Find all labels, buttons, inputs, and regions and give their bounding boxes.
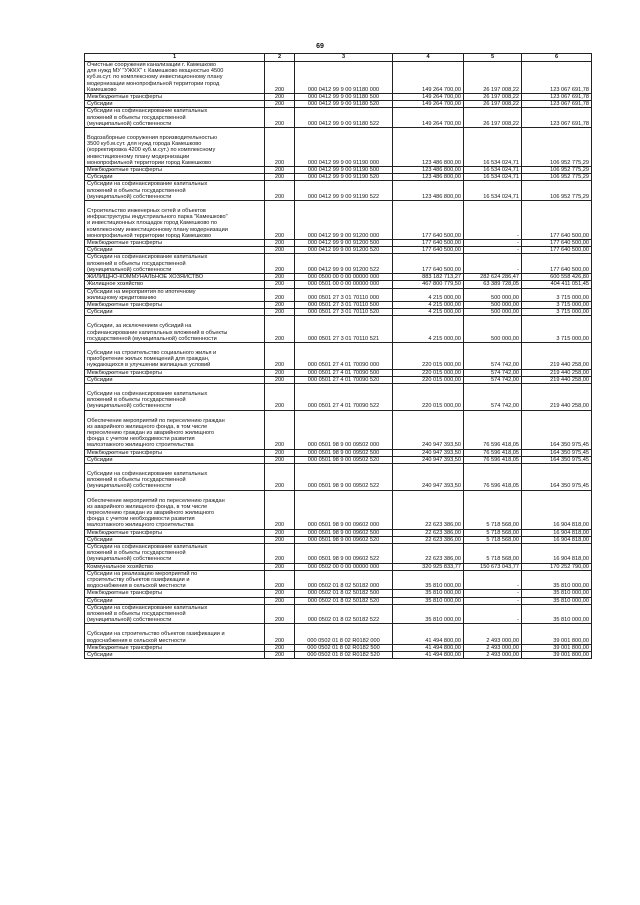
column-header-6: 6 — [522, 54, 592, 62]
row-line-code-cell: 200 — [265, 274, 295, 281]
row-budget-code-cell: 000 0501 27 3 01 70110 520 — [295, 309, 393, 316]
table-row — [85, 383, 592, 410]
table-row — [85, 456, 592, 463]
row-name-cell: Межбюджетные трансферты — [85, 301, 265, 308]
row-approved-cell: 240 947 393,50 — [393, 410, 464, 449]
row-approved-cell: 240 947 393,50 — [393, 463, 464, 490]
row-name-cell: Межбюджетные трансферты — [85, 644, 265, 651]
table-row — [85, 167, 592, 174]
row-approved-cell: 123 486 800,00 — [393, 167, 464, 174]
row-budget-code-cell: 000 0501 98 9 00 09502 520 — [295, 456, 393, 463]
row-line-code-cell: 200 — [265, 108, 295, 128]
row-executed-cell: 282 624 286,47 — [464, 274, 522, 281]
row-name-cell: Межбюджетные трансферты — [85, 449, 265, 456]
row-unexecuted-cell: 16 904 818,00 — [522, 536, 592, 543]
row-name-cell: Субсидии на реализацию мероприятий по строительству объектов газификации и водоснабжения в сельской местности — [85, 570, 265, 590]
row-name-cell: ЖИЛИЩНО-КОММУНАЛЬНОЕ ХОЗЯЙСТВО — [85, 274, 265, 281]
row-budget-code-cell: 000 0412 99 9 00 91190 520 — [295, 174, 393, 181]
row-line-code-cell: 200 — [265, 254, 295, 274]
row-line-code-cell: 200 — [265, 247, 295, 254]
row-budget-code-cell: 000 0412 99 9 00 91180 500 — [295, 94, 393, 101]
row-unexecuted-cell: 123 067 691,78 — [522, 62, 592, 94]
row-name-cell: Субсидии — [85, 101, 265, 108]
table-row — [85, 644, 592, 651]
row-budget-code-cell: 000 0501 98 9 00 09602 522 — [295, 544, 393, 564]
row-budget-code-cell: 000 0502 01 8 02 R0182 000 — [295, 624, 393, 644]
row-line-code-cell: 200 — [265, 301, 295, 308]
row-name-cell: Межбюджетные трансферты — [85, 167, 265, 174]
table-row — [85, 288, 592, 301]
row-budget-code-cell: 000 0412 99 9 00 91200 500 — [295, 240, 393, 247]
table-row — [85, 570, 592, 590]
table-row — [85, 624, 592, 644]
row-unexecuted-cell: 600 558 426,80 — [522, 274, 592, 281]
column-header-1: 1 — [85, 54, 265, 62]
table-row — [85, 463, 592, 490]
row-executed-cell: 5 718 568,00 — [464, 529, 522, 536]
table-row — [85, 563, 592, 570]
row-unexecuted-cell: 35 810 000,00 — [522, 604, 592, 624]
row-unexecuted-cell: 177 640 500,00 — [522, 254, 592, 274]
row-name-cell: Субсидии, за исключением субсидий на софинансирование капитальных вложений в объекты государственной (муниципальной) собственности — [85, 316, 265, 343]
table-row — [85, 342, 592, 369]
row-approved-cell: 35 810 000,00 — [393, 590, 464, 597]
row-name-cell: Межбюджетные трансферты — [85, 240, 265, 247]
table-header-row — [85, 54, 592, 62]
table-row — [85, 652, 592, 659]
row-unexecuted-cell: 177 640 500,00 — [522, 201, 592, 240]
row-unexecuted-cell: 170 252 790,00 — [522, 563, 592, 570]
row-approved-cell: 4 215 000,00 — [393, 309, 464, 316]
row-approved-cell: 177 640 500,00 — [393, 201, 464, 240]
row-budget-code-cell: 000 0412 99 9 00 91190 500 — [295, 167, 393, 174]
row-name-cell: Субсидии — [85, 376, 265, 383]
row-approved-cell: 240 947 393,50 — [393, 456, 464, 463]
row-budget-code-cell: 000 0501 27 4 01 70090 000 — [295, 342, 393, 369]
table-row — [85, 529, 592, 536]
row-line-code-cell: 200 — [265, 62, 295, 94]
table-row — [85, 590, 592, 597]
row-budget-code-cell: 000 0502 01 8 02 50182 500 — [295, 590, 393, 597]
row-name-cell: Субсидии на софинансирование капитальных вложений в объекты государственной (муниципальной) собственности — [85, 108, 265, 128]
row-line-code-cell: 200 — [265, 570, 295, 590]
table-row — [85, 490, 592, 529]
row-approved-cell: 149 264 700,00 — [393, 94, 464, 101]
row-line-code-cell: 200 — [265, 128, 295, 167]
row-budget-code-cell: 000 0501 27 3 01 70110 000 — [295, 288, 393, 301]
row-approved-cell: 41 494 800,00 — [393, 624, 464, 644]
row-line-code-cell: 200 — [265, 174, 295, 181]
row-approved-cell: 177 640 500,00 — [393, 247, 464, 254]
row-unexecuted-cell: 219 440 258,00 — [522, 376, 592, 383]
table-row — [85, 544, 592, 564]
table-body — [85, 62, 592, 659]
row-budget-code-cell: 000 0501 98 9 00 09602 000 — [295, 490, 393, 529]
row-approved-cell: 4 215 000,00 — [393, 316, 464, 343]
row-unexecuted-cell: 404 411 051,45 — [522, 281, 592, 288]
row-line-code-cell: 200 — [265, 644, 295, 651]
row-name-cell: Коммунальное хозяйство — [85, 563, 265, 570]
row-budget-code-cell: 000 0501 27 4 01 70090 520 — [295, 376, 393, 383]
row-executed-cell: 63 389 728,05 — [464, 281, 522, 288]
row-line-code-cell: 200 — [265, 309, 295, 316]
row-approved-cell: 320 925 833,77 — [393, 563, 464, 570]
row-line-code-cell: 200 — [265, 410, 295, 449]
row-executed-cell: 5 718 568,00 — [464, 544, 522, 564]
row-budget-code-cell: 000 0412 99 9 00 91190 522 — [295, 181, 393, 201]
row-name-cell: Субсидии на строительство объектов газификации и водоснабжения в сельской местности — [85, 624, 265, 644]
row-executed-cell: 16 534 024,71 — [464, 167, 522, 174]
row-name-cell: Жилищное хозяйство — [85, 281, 265, 288]
row-budget-code-cell: 000 0501 98 9 00 09502 522 — [295, 463, 393, 490]
row-unexecuted-cell: 219 440 258,00 — [522, 383, 592, 410]
row-line-code-cell: 200 — [265, 624, 295, 644]
row-unexecuted-cell: 106 952 775,29 — [522, 167, 592, 174]
row-executed-cell: 5 718 568,00 — [464, 536, 522, 543]
table-row — [85, 301, 592, 308]
row-budget-code-cell: 000 0412 99 9 00 91180 000 — [295, 62, 393, 94]
table-row — [85, 376, 592, 383]
row-budget-code-cell: 000 0412 99 9 00 91200 522 — [295, 254, 393, 274]
row-budget-code-cell: 000 0501 27 4 01 70090 522 — [295, 383, 393, 410]
table-row — [85, 254, 592, 274]
row-unexecuted-cell: 164 350 975,45 — [522, 463, 592, 490]
row-executed-cell: - — [464, 254, 522, 274]
table-row — [85, 281, 592, 288]
row-approved-cell: 149 264 700,00 — [393, 101, 464, 108]
row-line-code-cell: 200 — [265, 604, 295, 624]
row-name-cell: Межбюджетные трансферты — [85, 529, 265, 536]
row-name-cell: Субсидии на софинансирование капитальных вложений в объекты государственной (муниципальной) собственности — [85, 254, 265, 274]
row-name-cell: Субсидии — [85, 247, 265, 254]
row-unexecuted-cell: 164 350 975,45 — [522, 456, 592, 463]
row-line-code-cell: 200 — [265, 597, 295, 604]
table-row — [85, 201, 592, 240]
row-approved-cell: 123 486 800,00 — [393, 128, 464, 167]
row-budget-code-cell: 000 0412 99 9 00 91200 520 — [295, 247, 393, 254]
row-line-code-cell: 200 — [265, 449, 295, 456]
row-executed-cell: 150 673 043,77 — [464, 563, 522, 570]
row-name-cell: Межбюджетные трансферты — [85, 590, 265, 597]
row-executed-cell: 500 000,00 — [464, 301, 522, 308]
row-approved-cell: 35 810 000,00 — [393, 570, 464, 590]
row-executed-cell: 574 742,00 — [464, 342, 522, 369]
row-executed-cell: - — [464, 597, 522, 604]
row-name-cell: Строительство инженерных сетей и объектов инфраструктуры индустриального парка "Камешково" и инвестиционных площадок город Камешково по комплексному инвестиционному плану модернизации монопрофильной территории город Камешково — [85, 201, 265, 240]
row-executed-cell: 76 596 418,05 — [464, 463, 522, 490]
row-approved-cell: 123 486 800,00 — [393, 181, 464, 201]
table-row — [85, 101, 592, 108]
row-budget-code-cell: 000 0412 99 9 00 91180 522 — [295, 108, 393, 128]
row-line-code-cell: 200 — [265, 590, 295, 597]
table-row — [85, 240, 592, 247]
row-executed-cell: 2 493 000,00 — [464, 624, 522, 644]
row-approved-cell: 123 486 800,00 — [393, 174, 464, 181]
row-name-cell: Субсидии — [85, 652, 265, 659]
row-approved-cell: 22 623 386,00 — [393, 536, 464, 543]
row-approved-cell: 41 494 800,00 — [393, 652, 464, 659]
row-unexecuted-cell: 39 001 800,00 — [522, 624, 592, 644]
row-approved-cell: 149 264 700,00 — [393, 108, 464, 128]
row-name-cell: Субсидии — [85, 309, 265, 316]
row-name-cell: Очистные сооружения канализации г. Камешково для нужд МУ "УЖКХ" г. Камешково мощностью 4500 куб.м.сут. по комплексному инвестиционному плану модернизации монопрофильной территории город Камешково — [85, 62, 265, 94]
row-name-cell: Водозаборные сооружения производительностью 3500 куб.м.сут. для нужд города Камешково (корректировка 4200 куб.м.сут.) по комплексному инвестиционному плану модернизации монопрофильной территории город Камешково — [85, 128, 265, 167]
row-unexecuted-cell: 123 067 691,78 — [522, 94, 592, 101]
row-executed-cell: - — [464, 240, 522, 247]
row-budget-code-cell: 000 0502 01 8 02 R0182 500 — [295, 644, 393, 651]
row-name-cell: Субсидии на строительство социального жилья и приобретение жилых помещений для граждан, нуждающихся в улучшении жилищных условий — [85, 342, 265, 369]
row-unexecuted-cell: 35 810 000,00 — [522, 570, 592, 590]
row-name-cell: Субсидии — [85, 174, 265, 181]
row-line-code-cell: 200 — [265, 342, 295, 369]
table-row — [85, 309, 592, 316]
row-unexecuted-cell: 39 001 800,00 — [522, 644, 592, 651]
row-unexecuted-cell: 35 810 000,00 — [522, 597, 592, 604]
row-budget-code-cell: 000 0501 27 4 01 70090 500 — [295, 369, 393, 376]
row-line-code-cell: 200 — [265, 529, 295, 536]
row-approved-cell: 883 182 713,27 — [393, 274, 464, 281]
row-approved-cell: 467 800 779,50 — [393, 281, 464, 288]
row-unexecuted-cell: 16 904 818,00 — [522, 529, 592, 536]
row-executed-cell: 26 197 008,22 — [464, 94, 522, 101]
row-budget-code-cell: 000 0501 98 9 00 09602 500 — [295, 529, 393, 536]
row-executed-cell: 16 534 024,71 — [464, 181, 522, 201]
row-name-cell: Межбюджетные трансферты — [85, 94, 265, 101]
row-name-cell: Обеспечение мероприятий по переселению граждан из аварийного жилищного фонда, в том числе переселению граждан из аварийного жилищного фонда с учетом необходимости развития малоэтажного жилищного строительства — [85, 410, 265, 449]
row-executed-cell: 574 742,00 — [464, 383, 522, 410]
table-row — [85, 247, 592, 254]
table-row — [85, 274, 592, 281]
row-line-code-cell: 200 — [265, 101, 295, 108]
table-row — [85, 128, 592, 167]
row-line-code-cell: 200 — [265, 536, 295, 543]
table-row — [85, 174, 592, 181]
row-approved-cell: 149 264 700,00 — [393, 62, 464, 94]
row-approved-cell: 41 494 800,00 — [393, 644, 464, 651]
row-line-code-cell: 200 — [265, 288, 295, 301]
row-executed-cell: 76 596 418,05 — [464, 410, 522, 449]
row-budget-code-cell: 000 0501 27 3 01 70110 500 — [295, 301, 393, 308]
row-line-code-cell: 200 — [265, 369, 295, 376]
row-line-code-cell: 200 — [265, 316, 295, 343]
table-row — [85, 597, 592, 604]
row-budget-code-cell: 000 0501 27 3 01 70110 521 — [295, 316, 393, 343]
row-name-cell: Субсидии на софинансирование капитальных вложений в объекты государственной (муниципальной) собственности — [85, 544, 265, 564]
row-executed-cell: - — [464, 201, 522, 240]
row-line-code-cell: 200 — [265, 240, 295, 247]
row-budget-code-cell: 000 0502 01 8 02 50182 522 — [295, 604, 393, 624]
row-executed-cell: 2 493 000,00 — [464, 652, 522, 659]
row-line-code-cell: 200 — [265, 563, 295, 570]
row-name-cell: Субсидии на софинансирование капитальных вложений в объекты государственной (муниципальной) собственности — [85, 181, 265, 201]
row-executed-cell: 500 000,00 — [464, 309, 522, 316]
row-budget-code-cell: 000 0502 01 8 02 R0182 520 — [295, 652, 393, 659]
row-executed-cell: 76 596 418,05 — [464, 456, 522, 463]
row-unexecuted-cell: 123 067 691,78 — [522, 108, 592, 128]
table-row — [85, 449, 592, 456]
row-executed-cell: - — [464, 604, 522, 624]
row-line-code-cell: 200 — [265, 94, 295, 101]
row-budget-code-cell: 000 0501 98 9 00 09502 500 — [295, 449, 393, 456]
column-header-2: 2 — [265, 54, 295, 62]
row-executed-cell: 76 596 418,05 — [464, 449, 522, 456]
row-name-cell: Межбюджетные трансферты — [85, 369, 265, 376]
row-unexecuted-cell: 219 440 258,00 — [522, 369, 592, 376]
table-row — [85, 604, 592, 624]
row-executed-cell: 2 493 000,00 — [464, 644, 522, 651]
row-budget-code-cell: 000 0501 98 9 00 09602 520 — [295, 536, 393, 543]
row-line-code-cell: 200 — [265, 201, 295, 240]
row-unexecuted-cell: 106 952 775,29 — [522, 174, 592, 181]
row-unexecuted-cell: 3 715 000,00 — [522, 316, 592, 343]
row-unexecuted-cell: 164 350 975,45 — [522, 449, 592, 456]
row-unexecuted-cell: 3 715 000,00 — [522, 288, 592, 301]
row-executed-cell: 500 000,00 — [464, 316, 522, 343]
row-executed-cell: 26 197 008,22 — [464, 62, 522, 94]
row-line-code-cell: 200 — [265, 181, 295, 201]
row-approved-cell: 22 623 386,00 — [393, 490, 464, 529]
row-line-code-cell: 200 — [265, 383, 295, 410]
row-name-cell: Субсидии на мероприятия по ипотечному жилищному кредитованию — [85, 288, 265, 301]
row-executed-cell: - — [464, 570, 522, 590]
row-line-code-cell: 200 — [265, 544, 295, 564]
row-executed-cell: 16 534 024,71 — [464, 128, 522, 167]
row-line-code-cell: 200 — [265, 167, 295, 174]
row-approved-cell: 240 947 393,50 — [393, 449, 464, 456]
row-unexecuted-cell: 16 904 818,00 — [522, 490, 592, 529]
row-approved-cell: 4 215 000,00 — [393, 301, 464, 308]
row-executed-cell: - — [464, 590, 522, 597]
row-executed-cell: 574 742,00 — [464, 376, 522, 383]
row-approved-cell: 35 810 000,00 — [393, 597, 464, 604]
row-executed-cell: - — [464, 247, 522, 254]
row-executed-cell: 574 742,00 — [464, 369, 522, 376]
column-header-5: 5 — [464, 54, 522, 62]
row-approved-cell: 22 623 386,00 — [393, 529, 464, 536]
row-line-code-cell: 200 — [265, 456, 295, 463]
row-unexecuted-cell: 177 640 500,00 — [522, 247, 592, 254]
row-approved-cell: 220 015 000,00 — [393, 376, 464, 383]
table-row — [85, 316, 592, 343]
row-unexecuted-cell: 219 440 258,00 — [522, 342, 592, 369]
row-unexecuted-cell: 3 715 000,00 — [522, 301, 592, 308]
row-executed-cell: 26 197 008,22 — [464, 101, 522, 108]
row-budget-code-cell: 000 0412 99 9 00 91180 520 — [295, 101, 393, 108]
row-executed-cell: 26 197 008,22 — [464, 108, 522, 128]
table-row — [85, 410, 592, 449]
row-unexecuted-cell: 177 640 500,00 — [522, 240, 592, 247]
row-budget-code-cell: 000 0501 98 9 00 09502 000 — [295, 410, 393, 449]
row-unexecuted-cell: 39 001 800,00 — [522, 652, 592, 659]
row-executed-cell: 500 000,00 — [464, 288, 522, 301]
row-budget-code-cell: 000 0412 99 9 00 91190 000 — [295, 128, 393, 167]
row-budget-code-cell: 000 0502 00 0 00 00000 000 — [295, 563, 393, 570]
column-header-4: 4 — [393, 54, 464, 62]
row-approved-cell: 177 640 500,00 — [393, 240, 464, 247]
row-unexecuted-cell: 164 350 975,45 — [522, 410, 592, 449]
row-line-code-cell: 200 — [265, 652, 295, 659]
table-row — [85, 536, 592, 543]
row-budget-code-cell: 000 0412 99 9 00 91200 000 — [295, 201, 393, 240]
row-name-cell: Субсидии на софинансирование капитальных вложений в объекты государственной (муниципальной) собственности — [85, 604, 265, 624]
row-approved-cell: 177 640 500,00 — [393, 254, 464, 274]
row-unexecuted-cell: 35 810 000,00 — [522, 590, 592, 597]
row-name-cell: Субсидии — [85, 456, 265, 463]
row-unexecuted-cell: 16 904 818,00 — [522, 544, 592, 564]
row-budget-code-cell: 000 0502 01 8 02 50182 520 — [295, 597, 393, 604]
row-approved-cell: 220 015 000,00 — [393, 383, 464, 410]
row-executed-cell: 16 534 024,71 — [464, 174, 522, 181]
page-number: 69 — [316, 43, 324, 50]
table-row — [85, 181, 592, 201]
column-header-3: 3 — [295, 54, 393, 62]
row-name-cell: Субсидии — [85, 597, 265, 604]
budget-table — [84, 53, 592, 659]
table-row — [85, 369, 592, 376]
row-budget-code-cell: 000 0501 00 0 00 00000 000 — [295, 281, 393, 288]
row-line-code-cell: 200 — [265, 463, 295, 490]
table-row — [85, 108, 592, 128]
row-approved-cell: 35 810 000,00 — [393, 604, 464, 624]
row-executed-cell: 5 718 568,00 — [464, 490, 522, 529]
table-row — [85, 94, 592, 101]
row-approved-cell: 220 015 000,00 — [393, 342, 464, 369]
row-line-code-cell: 200 — [265, 281, 295, 288]
row-unexecuted-cell: 106 952 775,29 — [522, 181, 592, 201]
row-approved-cell: 4 215 000,00 — [393, 288, 464, 301]
row-budget-code-cell: 000 0500 00 0 00 00000 000 — [295, 274, 393, 281]
row-approved-cell: 220 015 000,00 — [393, 369, 464, 376]
row-unexecuted-cell: 3 715 000,00 — [522, 309, 592, 316]
row-budget-code-cell: 000 0502 01 8 02 50182 000 — [295, 570, 393, 590]
row-name-cell: Субсидии — [85, 536, 265, 543]
row-name-cell: Субсидии на софинансирование капитальных вложений в объекты государственной (муниципальной) собственности — [85, 383, 265, 410]
row-name-cell: Обеспечение мероприятий по переселению граждан из аварийного жилищного фонда, в том числе переселению граждан из аварийного жилищного фонда с учетом необходимости развития малоэтажного жилищного строительства — [85, 490, 265, 529]
row-unexecuted-cell: 123 067 691,78 — [522, 101, 592, 108]
row-line-code-cell: 200 — [265, 376, 295, 383]
row-approved-cell: 22 623 386,00 — [393, 544, 464, 564]
row-unexecuted-cell: 106 952 775,29 — [522, 128, 592, 167]
table-row — [85, 62, 592, 94]
row-line-code-cell: 200 — [265, 490, 295, 529]
row-name-cell: Субсидии на софинансирование капитальных вложений в объекты государственной (муниципальной) собственности — [85, 463, 265, 490]
